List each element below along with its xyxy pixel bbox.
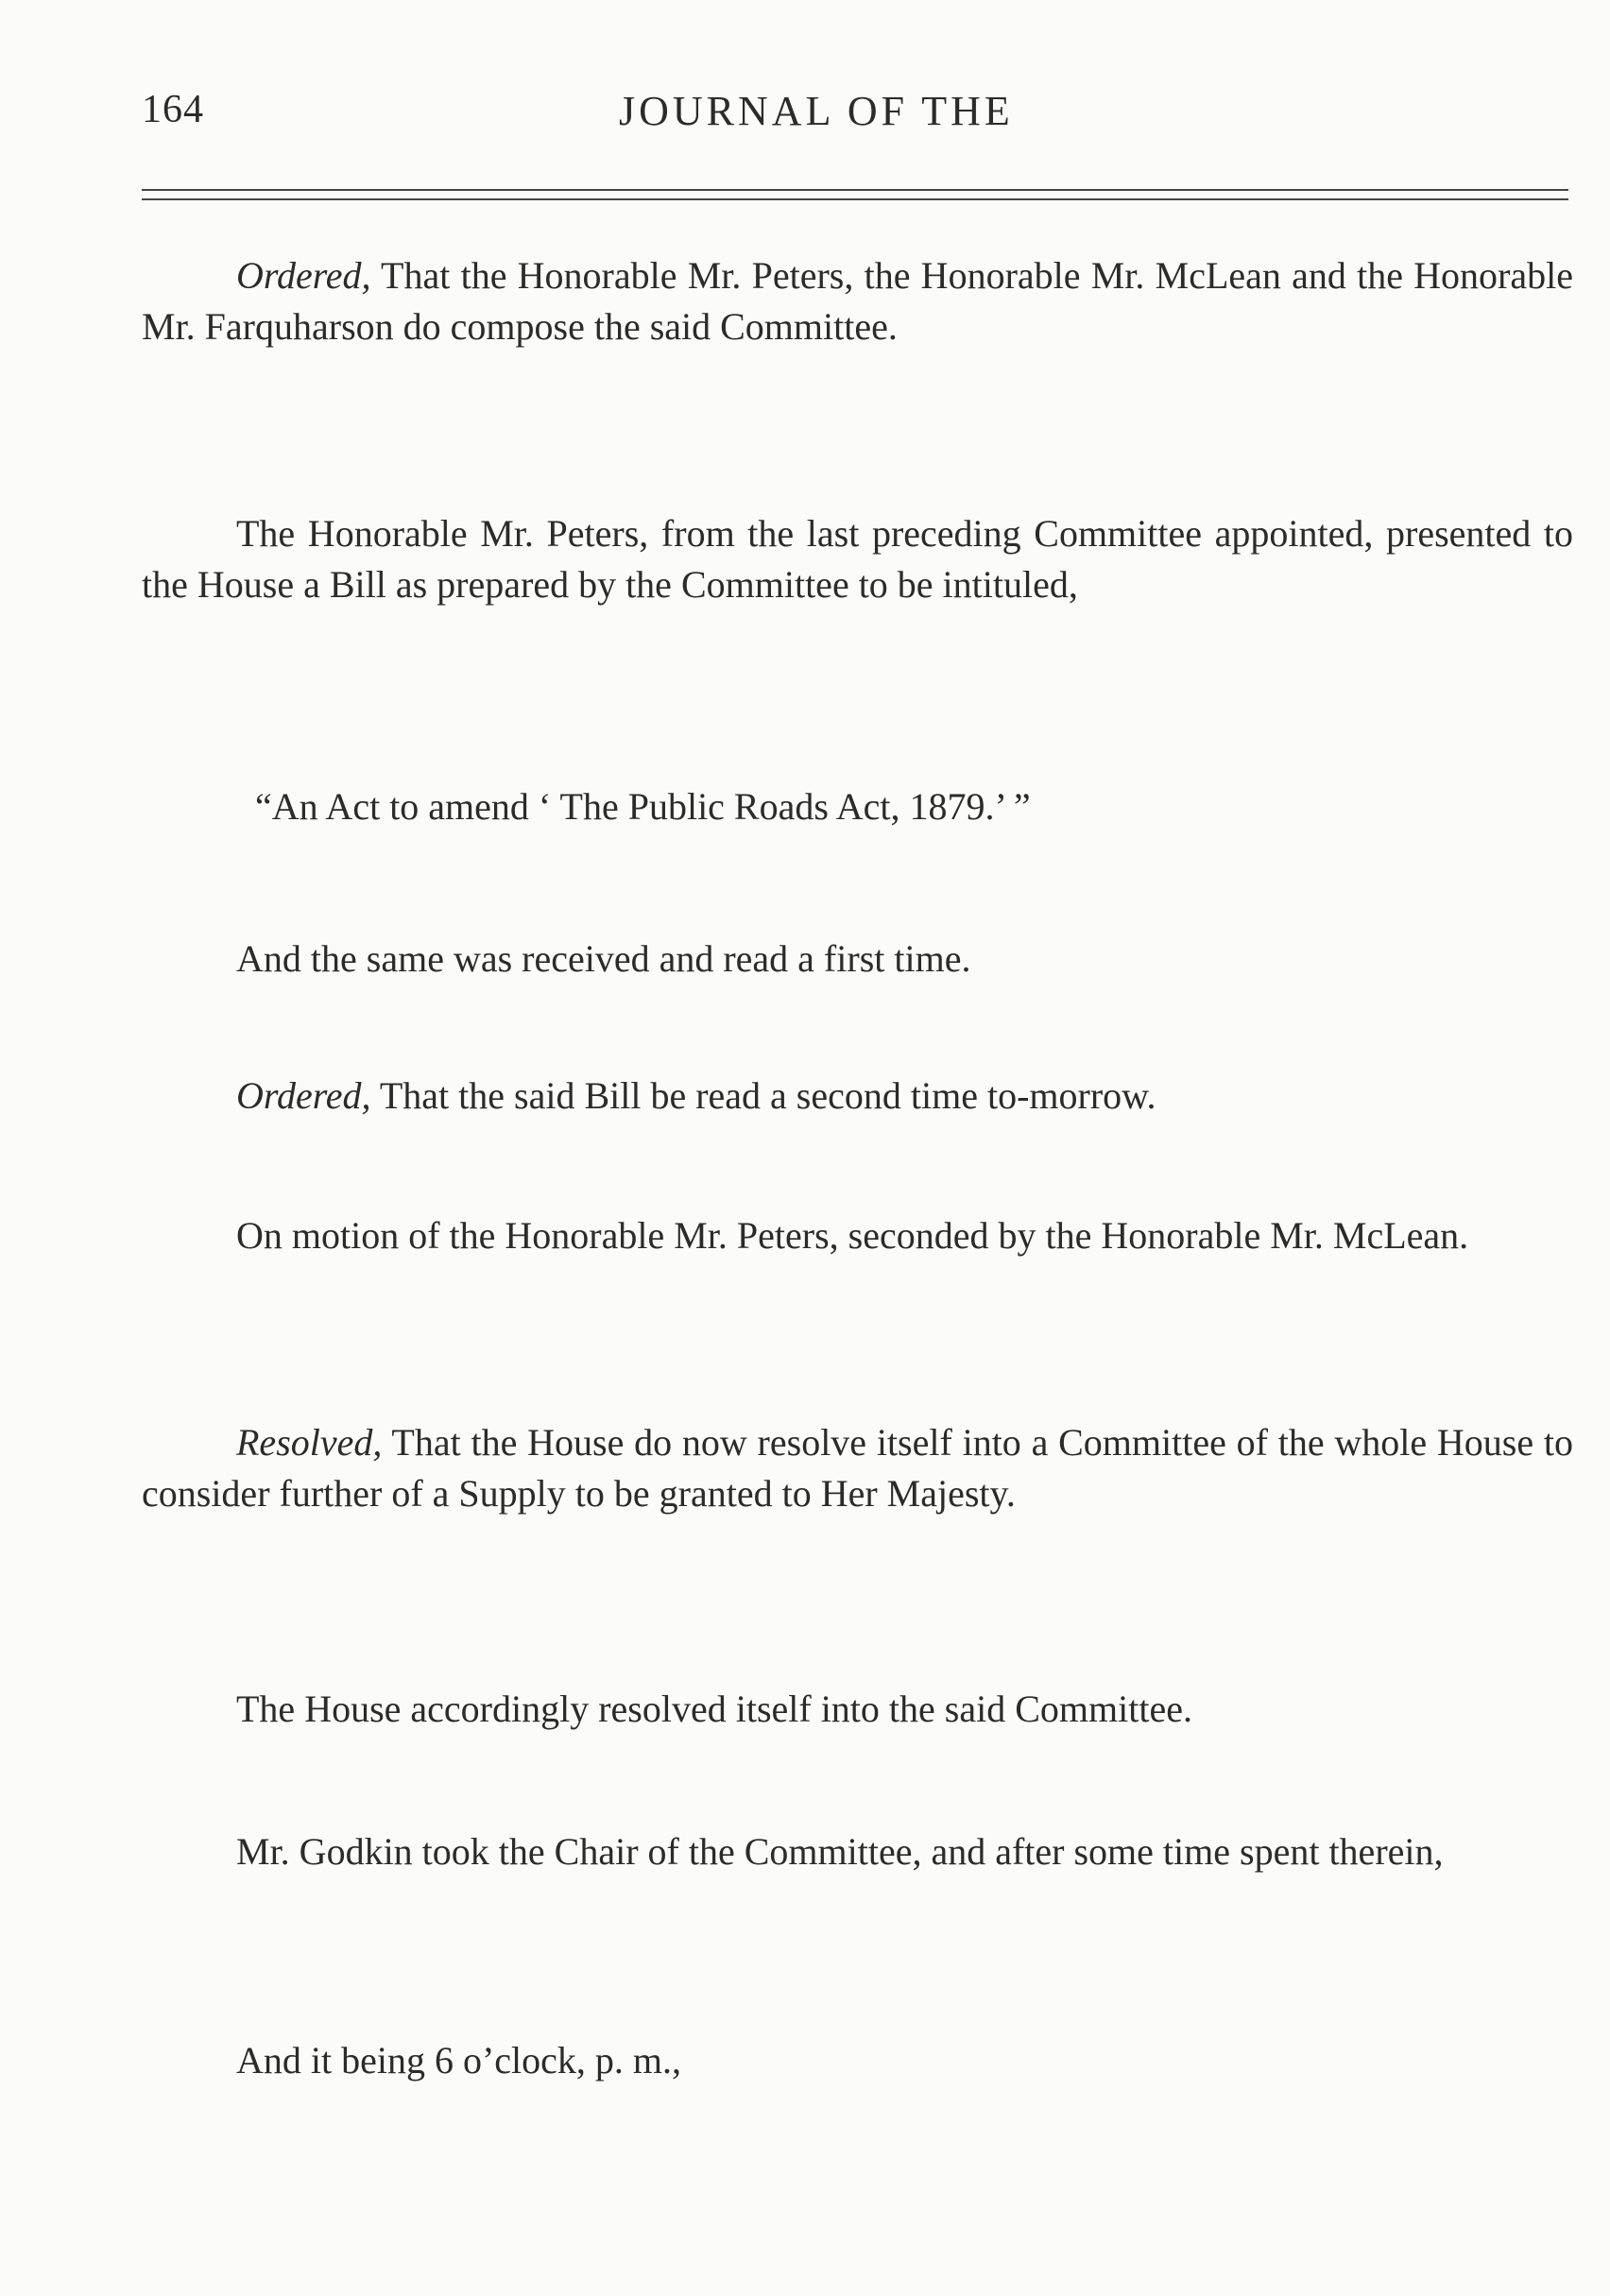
paragraph-text: Mr. Godkin took the Chair of the Committee, and after some time spent therein,	[236, 1830, 1444, 1873]
paragraph-ordered-committee	[142, 250, 1573, 352]
paragraph-text: And it being 6 o’clock, p. m.,	[236, 2039, 682, 2082]
paragraph-second-reading	[142, 1071, 1573, 1122]
paragraph-resolved-supply	[142, 1417, 1573, 1519]
paragraph-six-oclock	[142, 2035, 1573, 2086]
paragraph-lead: Ordered,	[236, 254, 371, 297]
header-rule-top	[142, 189, 1568, 191]
paragraph-bill-presented	[142, 508, 1573, 610]
page-header	[142, 87, 1568, 144]
paragraph-motion	[142, 1210, 1573, 1261]
paragraph-lead: Resolved,	[236, 1421, 383, 1464]
paragraph-text: That the House do now resolve itself into a Committee of the whole House to consider further of a Supply to be granted to Her Majesty.	[142, 1421, 1573, 1515]
paragraph-text: The Honorable Mr. Peters, from the last preceding Committee appointed, presented to the House a Bill as prepared by the Committee to be intituled,	[142, 512, 1573, 606]
paragraph-text: “An Act to amend ‘ The Public Roads Act, 1879.’ ”	[255, 785, 1031, 828]
paragraph-committee-resolved	[142, 1684, 1573, 1735]
paragraph-lead: Ordered,	[236, 1074, 371, 1117]
running-title: JOURNAL OF THE	[619, 88, 1014, 134]
paragraph-first-reading	[142, 934, 1573, 985]
paragraph-text: That the said Bill be read a second time to-morrow.	[370, 1074, 1156, 1117]
paragraph-text: That the Honorable Mr. Peters, the Honorable Mr. McLean and the Honorable Mr. Farquharson do compose the said Committee.	[142, 254, 1573, 348]
page-number: 164	[142, 88, 204, 131]
paragraph-text: On motion of the Honorable Mr. Peters, seconded by the Honorable Mr. McLean.	[236, 1214, 1469, 1257]
paragraph-chair-taken	[142, 1826, 1573, 1877]
paragraph-text: And the same was received and read a first time.	[236, 937, 971, 980]
paragraph-bill-title	[142, 781, 1573, 832]
header-rule-bottom	[142, 198, 1568, 200]
paragraph-text: The House accordingly resolved itself into the said Committee.	[236, 1688, 1192, 1730]
